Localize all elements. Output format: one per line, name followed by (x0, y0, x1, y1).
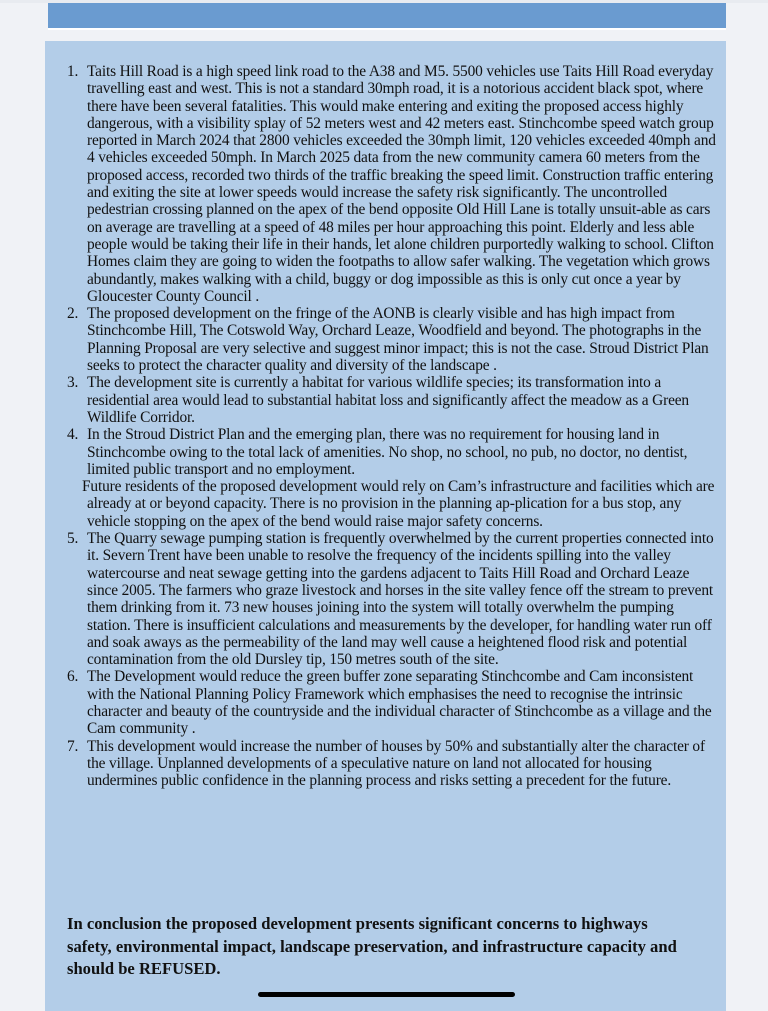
point-text: The Development would reduce the green buffer zone separating Stinchcombe and Cam inconsistent with the National Planning Policy Framework which emphasises the need to recognise the intrinsic character and beauty of the countryside and the individual character of Stinchcombe as a village and the Cam community . (87, 668, 712, 738)
objection-point-4-continuation (67, 478, 717, 530)
point-text: In the Stroud District Plan and the emerging plan, there was no requirement for housing land in Stinchcombe owing to the total lack of amenities. No shop, no school, no pub, no doctor, no dentist, limited public transport and no employment. (87, 426, 688, 478)
point-number: 7. (67, 737, 79, 755)
point-number: 1. (67, 63, 79, 80)
objection-panel (45, 41, 726, 1011)
point-text: The development site is currently a habitat for various wildlife species; its transformation into a residential area would lead to substantial habitat loss and significantly affect the meadow as a Green Wildlife Corridor. (87, 374, 689, 426)
point-number: 4. (67, 426, 79, 444)
point-number: 3. (67, 374, 79, 392)
point-number: 2. (67, 305, 79, 323)
point-number: 6. (67, 668, 79, 686)
objection-point-2 (67, 305, 717, 374)
objection-point-1 (67, 63, 717, 305)
point-text: The Quarry sewage pumping station is frequently overwhelmed by the current properties connected into it. Severn Trent have been unable to resolve the frequency of the incidents spilling into the valley watercourse and neat sewage getting into the gardens adjacent to Taits Hill Road and Orchard Leaze since 2005. The farmers who graze livestock and horses in the site valley fence off the stream to prevent them drinking from it. 73 new houses joining into the system will totally overwhelm the pumping station. There is insufficient calculations and measurements by the developer, for handling water run off and soak aways as the permeability of the land may well cause a heightened flood risk and potential contamination from the old Dursley tip, 150 metres south of the site. (87, 530, 714, 669)
point-continuation-text: Future residents of the proposed development would rely on Cam’s infrastructure and facilities which are already at or beyond capacity. There is no provision in the planning ap-plication for a bus stop, any vehicle stopping on the apex of the bend would raise major safety concerns. (82, 478, 715, 530)
objection-point-5 (67, 530, 717, 668)
objection-point-6 (67, 668, 717, 737)
point-text: Taits Hill Road is a high speed link road to the A38 and M5. 5500 vehicles use Taits Hill Road everyday travelling east and west. This is not a standard 30mph road, it is a notorious accident black spot, where there have been several fatalities. This would make entering and exiting the proposed access highly dangerous, with a visibility splay of 52 meters west and 42 meters east. Stinchcombe speed watch group reported in March 2024 that 2800 vehicles exceeded the 30mph limit, 120 vehicles exceeded 40mph and 4 vehicles exceeded 50mph. In March 2025 data from the new community camera 60 meters from the proposed access, recorded two thirds of the traffic breaking the speed limit. Construction traffic entering and exiting the site at lower speeds would increase the safety risk significantly. The uncontrolled pedestrian crossing planned on the apex of the bend opposite Old Hill Lane is totally unsuit-able as cars on average are travelling at a speed of 48 miles per hour approaching this point. Elderly and less able people would be taking their life in their hands, let alone children purportedly walking to school. Clifton Homes claim they are going to widen the footpaths to allow safer walking. The vegetation which grows abundantly, makes walking with a child, buggy or dog impossible as this is only cut once a year by Gloucester County Council . (87, 63, 716, 305)
objection-point-3 (67, 374, 717, 426)
point-text: This development would increase the number of houses by 50% and substantially alter the character of the village. Unplanned developments of a speculative nature on land not allocated for housing undermines public confidence in the planning process and risks setting a precedent for the future. (87, 737, 705, 790)
objection-point-4 (67, 426, 717, 478)
previous-section-header-bar (48, 3, 726, 30)
conclusion-text: In conclusion the proposed development presents significant concerns to highways safety, environmental impact, landscape preservation, and infrastructure capacity and should be REFUSED. (67, 914, 677, 979)
point-text: The proposed development on the fringe of the AONB is clearly visible and has high impact from Stinchcombe Hill, The Cotswold Way, Orchard Leaze, Woodfield and beyond. The photographs in the Planning Proposal are very selective and suggest minor impact; this is not the case. Stroud District Plan seeks to protect the character quality and diversity of the landscape . (87, 305, 709, 375)
objection-points-list (67, 63, 717, 789)
home-indicator-bar[interactable] (258, 992, 515, 997)
point-number: 5. (67, 530, 79, 548)
objection-point-7 (67, 738, 717, 790)
